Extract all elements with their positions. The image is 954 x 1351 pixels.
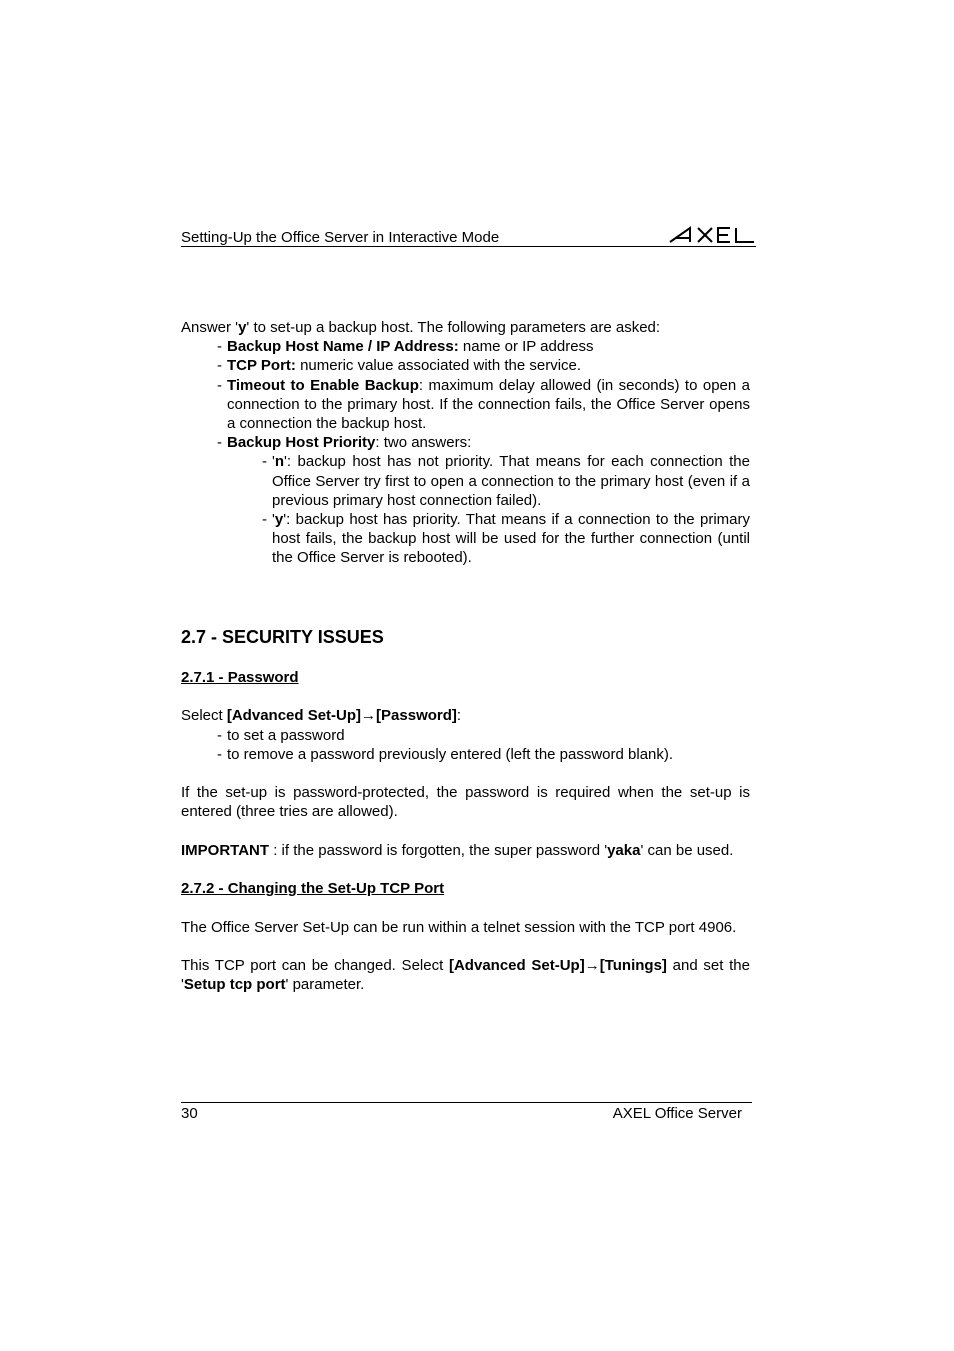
important-note: IMPORTANT : if the password is forgotten, the super password 'yaka' can be used.: [181, 841, 734, 859]
tcp-port-paragraph: The Office Server Set-Up can be run within a telnet session with the TCP port 4906.: [181, 918, 737, 936]
list-item: - Timeout to Enable Backup: maximum delay allowed (in seconds) to open a connection to the primary host. If the connection fails, the Office Server opens a connection the backup host.: [217, 376, 750, 433]
section-heading: 2.7 - SECURITY ISSUES: [181, 627, 384, 647]
list-item: - Backup Host Name / IP Address: name or IP address: [217, 338, 594, 356]
tcp-port-change-paragraph: This TCP port can be changed. Select [Advanced Set-Up]→[Tunings] and set the 'Setup tcp port' parameter.: [181, 956, 750, 994]
subsection-heading: 2.7.2 - Changing the Set-Up TCP Port: [181, 880, 445, 898]
list-item: - 'y': backup host has priority. That means if a connection to the primary host fails, the backup host will be used for the further connection (until the Office Server is rebooted).: [262, 511, 750, 567]
footer-doc-title: AXEL Office Server: [612, 1105, 742, 1122]
parameter-list: [217, 337, 750, 452]
list-item: - to set a password: [217, 726, 345, 744]
list-item: - Backup Host Priority: two answers:: [217, 434, 472, 452]
password-paragraph: If the set-up is password-protected, the password is required when the set-up is entered (three tries are allowed).: [181, 784, 750, 821]
backup-host-section: [181, 318, 750, 568]
subsection-heading: 2.7.1 - Password: [181, 669, 299, 686]
password-list: [217, 726, 750, 764]
page-header: [181, 226, 756, 247]
list-item: - to remove a password previously entered (left the password blank).: [217, 745, 674, 763]
page-footer: [181, 1102, 752, 1127]
list-item: - TCP Port: numeric value associated with the service.: [217, 357, 582, 375]
intro-paragraph: Answer 'y' to set-up a backup host. The following parameters are asked:: [181, 319, 661, 336]
password-subsection: [181, 668, 750, 994]
select-instruction: Select [Advanced Set-Up]→[Password]:: [181, 707, 462, 725]
priority-sub-list: [262, 452, 750, 567]
list-item: - 'n': backup host has not priority. That means for each connection the Office Server try first to open a connection to the primary host (even if a previous primary host connection failed).: [262, 453, 750, 509]
page-number: 30: [181, 1105, 198, 1122]
header-title: Setting-Up the Office Server in Interactive Mode: [181, 229, 500, 246]
axel-logo: [668, 226, 756, 244]
